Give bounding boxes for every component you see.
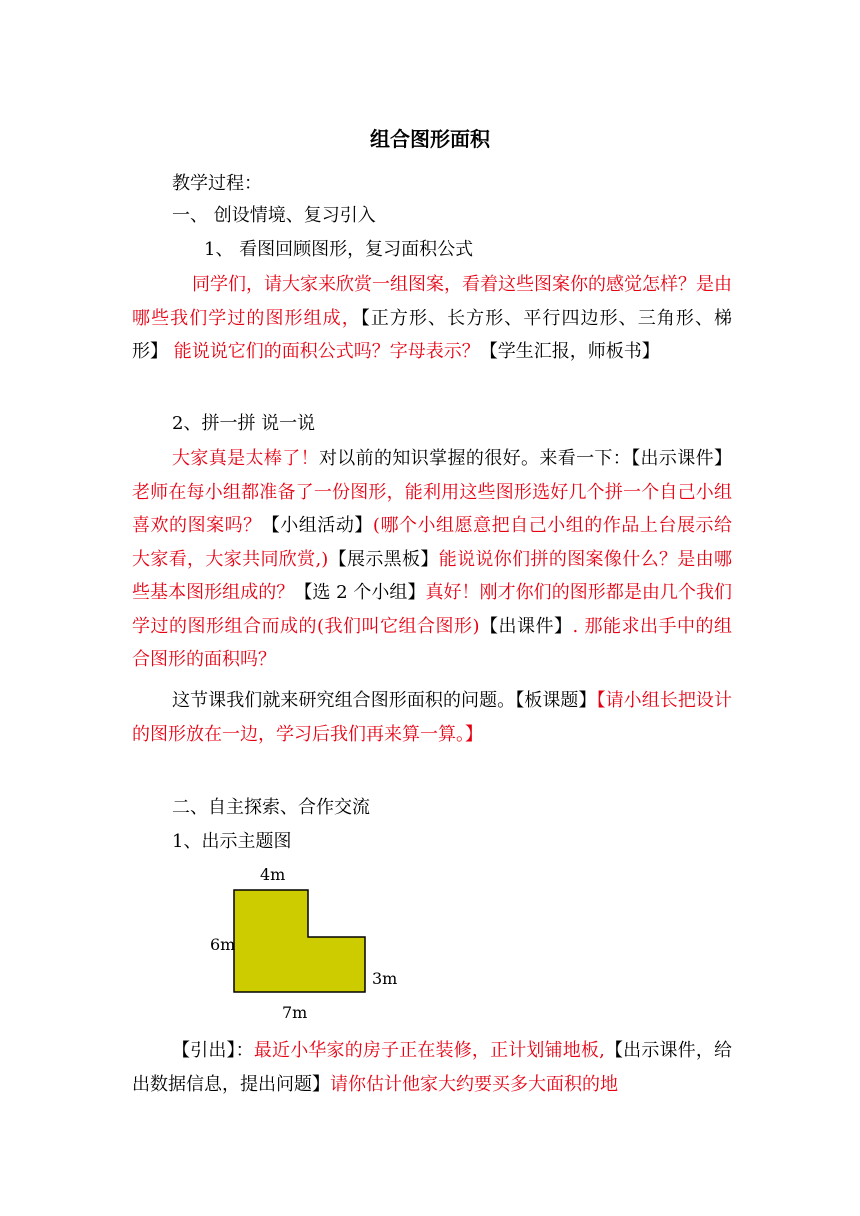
paragraph-intro xyxy=(132,268,732,369)
para2-text-2: 对以前的知识掌握的很好。来看一下：【出示课件】 xyxy=(318,448,733,469)
teaching-process-heading: 教学过程： xyxy=(172,173,262,194)
para2-text-10: 【出课件】 xyxy=(479,615,573,637)
para2-text-6: 【展示黑板】 xyxy=(328,548,439,570)
l-shape-diagram xyxy=(200,860,420,1030)
top-dimension-label: 4m xyxy=(260,865,286,884)
para4-text-4: 请你估计他家大约要买多大面积的地 xyxy=(330,1073,618,1095)
paragraph-activity xyxy=(132,442,732,677)
para2-text-3: 老师在每小组都准备了一份图形，能利用这些图形选好几个拼一个自己小组喜欢的图案吗？ xyxy=(132,481,732,536)
para1-text-3: 能说说它们的面积公式吗？字母表示？ xyxy=(168,341,480,362)
para1-text-4: 【学生汇报，师板书】 xyxy=(479,341,660,362)
para4-text-3: 【出示课件，给出数据信息，提出问题】 xyxy=(132,1040,733,1095)
para1-text-2: 【正方形、长方形、平行四边形、三角形、梯形】 xyxy=(132,307,733,362)
para2-text-9: 真好！刚才你们的图形都是由几个我们学过的图形组合而成的(我们叫它组合图形) xyxy=(132,582,733,637)
paragraph-lead-in xyxy=(132,1034,732,1101)
right-dimension-label: 3m xyxy=(372,969,398,988)
subsection-one-one: 1、 看图回顾图形，复习面积公式 xyxy=(204,239,474,260)
page-title: 组合图形面积 xyxy=(370,127,490,151)
subsection-one-two: 2、拼一拼 说一说 xyxy=(172,413,316,434)
para4-text-2: 最近小华家的房子正在装修，正计划铺地板, xyxy=(253,1040,605,1061)
para2-text-5: (哪个小组愿意把自己小组的作品上台展示给大家看，大家共同欣赏,) xyxy=(132,515,733,570)
para2-text-1: 大家真是太棒了！ xyxy=(172,448,319,469)
section-one-heading: 一、 创设情境、复习引入 xyxy=(172,205,376,226)
para3-text-2: 【请小组长把设计的图形放在一边，学习后我们再来算一算。】 xyxy=(132,690,732,745)
l-shape-figure xyxy=(200,860,420,1030)
para2-text-8: 【选 2 个小组】 xyxy=(294,582,426,603)
para2-text-11: . 那能求出手中的组合图形的面积吗？ xyxy=(132,615,732,670)
paragraph-topic xyxy=(132,684,732,751)
para1-text-1: 同学们，请大家来欣赏一组图案，看着这些图案你的感觉怎样？是由哪些我们学过的图形组成， xyxy=(132,274,732,329)
section-two-heading: 二、自主探索、合作交流 xyxy=(172,797,370,818)
para2-text-7: 能说说你们拼的图案像什么？是由哪些基本图形组成的？ xyxy=(132,548,733,603)
bottom-dimension-label: 7m xyxy=(282,1003,308,1022)
subsection-two-one: 1、出示主题图 xyxy=(172,831,292,852)
para2-text-4: 【小组活动】 xyxy=(261,515,373,536)
para4-text-1: 【引出】： xyxy=(172,1040,254,1061)
para3-text-1: 这节课我们就来研究组合图形面积的问题。【板课题】 xyxy=(172,690,597,711)
l-shape-polygon xyxy=(234,890,365,992)
left-dimension-label: 6m xyxy=(210,935,236,954)
